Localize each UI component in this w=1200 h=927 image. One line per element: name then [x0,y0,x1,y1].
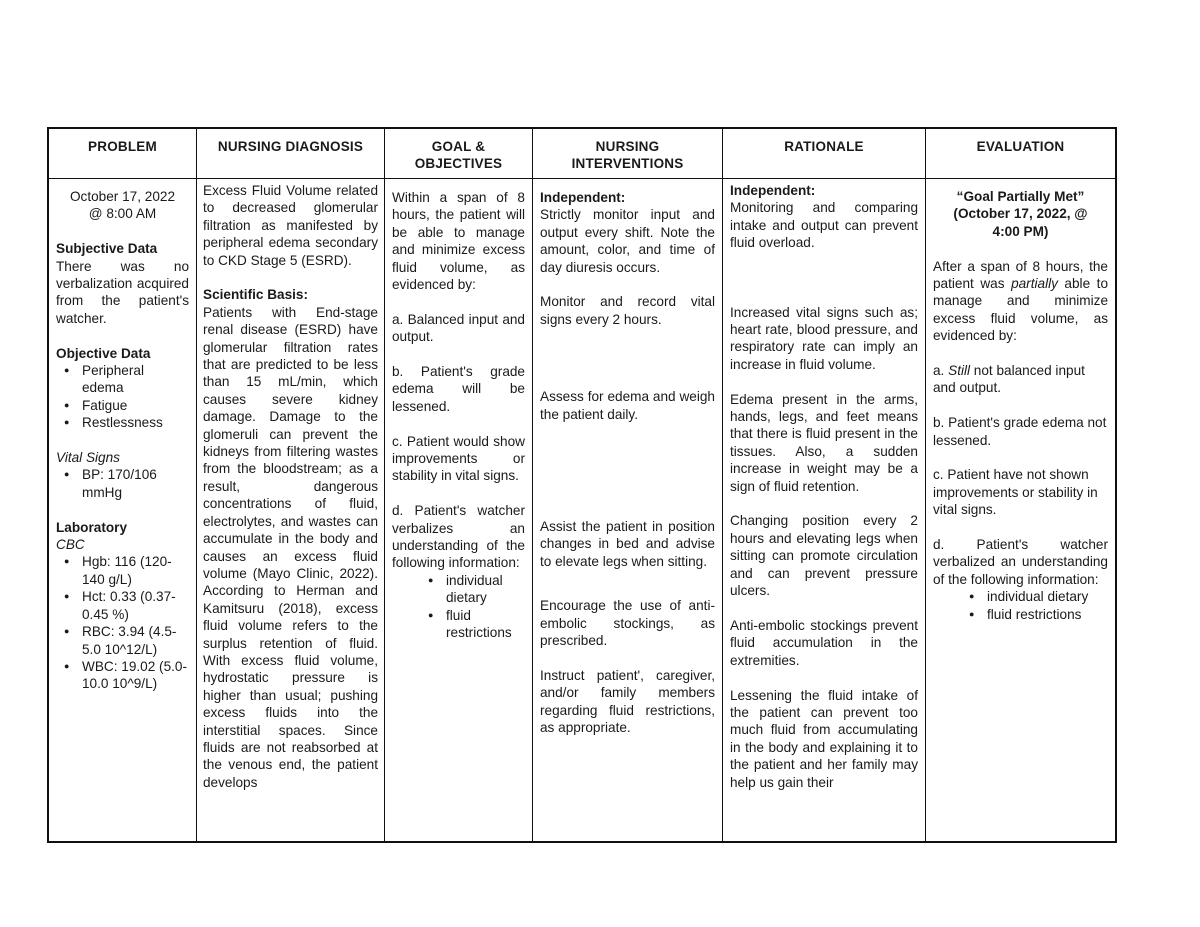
diagnosis-statement: Excess Fluid Volume related to decreased glomerular filtration as manifested by peripheral edema secondary to CKD Stage 5 (ESRD). [203,183,378,268]
diagnosis-cell [197,179,385,841]
intervention-6: Instruct patient', caregiver, and/or family members regarding fluid restrictions, as appropriate. [540,667,715,736]
evaluation-c: c. Patient have not shown improvements or stability in vital signs. [933,467,1098,518]
scientific-basis-title: Scientific Basis: [203,287,309,303]
list-item: ● Restlessness [82,414,189,431]
evaluation-d-list [933,588,1108,623]
problem-time: @ 8:00 AM [88,206,157,222]
header-goal-objectives: GOAL & OBJECTIVES [385,129,533,179]
list-item: ● BP: 170/106 mmHg [82,466,189,501]
evaluation-cell [926,179,1115,841]
list-item: ● individual dietary [987,588,1108,605]
intervention-2: Monitor and record vital signs every 2 hours. [540,294,715,327]
header-nursing-interventions: NURSING INTERVENTIONS [533,129,723,179]
lab-results-list [56,553,189,692]
list-item: ● fluid restrictions [987,606,1108,623]
cbc-title: CBC [56,537,85,553]
goal-intro: Within a span of 8 hours, the patient will be able to manage and minimize excess fluid volume, as evidenced by: [392,190,525,293]
nursing-care-plan-table [47,127,1117,843]
objective-d-list [392,572,525,642]
list-item: ● Hgb: 116 (120-140 g/L) [82,553,189,588]
objective-d: d. Patient's watcher verbalizes an understanding of the following information: [392,503,525,571]
rationale-6: Lessening the fluid intake of the patient can prevent too much fluid from accumulating in the body and explaining it to the patient and her family may help us gain their [730,687,918,790]
objective-b: b. Patient's grade edema will be lessened. [392,364,525,414]
evaluation-d: d. Patient's watcher verbalized an understanding of the following information: [933,537,1108,587]
header-problem: PROBLEM [49,129,197,179]
vital-signs-title: Vital Signs [56,450,120,466]
evaluation-a-rest: not balanced input and output. [933,363,1085,396]
subjective-data-text: There was no verbalization acquired from the patient's watcher. [56,258,189,326]
intervention-3: Assess for edema and weigh the patient daily. [540,389,715,422]
objective-c: c. Patient would show improvements or stability in vital signs. [392,433,525,484]
objective-data-list [56,362,189,432]
evaluation-b: b. Patient's grade edema not lessened. [933,415,1107,448]
evaluation-a [933,362,1108,397]
problem-cell [49,179,197,841]
subjective-data-title: Subjective Data [56,241,158,257]
header-nursing-diagnosis: NURSING DIAGNOSIS [197,129,385,179]
objective-data-title: Objective Data [56,345,151,361]
list-item: ● WBC: 19.02 (5.0-10.0 10^9/L) [82,658,189,693]
laboratory-title: Laboratory [56,519,128,535]
evaluation-status: “Goal Partially Met” [956,189,1085,204]
header-rationale: RATIONALE [723,129,926,179]
interventions-cell [533,179,723,841]
rationale-3: Edema present in the arms, hands, legs, and feet means that there is fluid present in the tissues. Also, a sudden increase in weight may be a sign of fluid retention. [730,391,918,494]
interventions-independent-label: Independent: [540,190,626,205]
rationale-4: Changing position every 2 hours and elevating legs when sitting can promote circulation and can prevent pressure ulcers. [730,513,918,599]
intervention-5: Encourage the use of anti-embolic stockings, as prescribed. [540,598,715,649]
list-item: ● individual dietary [446,572,525,607]
evaluation-intro [933,258,1108,345]
vital-signs-list [56,466,189,501]
scientific-basis-text: Patients with End-stage renal disease (ESRD) have glomerular filtration rates that are predicted to be less than 15 mL/min, which causes severe kidney damage. Damage to the glomeruli can prevent the kidneys from filtering wastes from the bloodstream; as a result, dangerous concentrations of fluid, electrolytes, and wastes can accumulate in the body and causes an excess fluid volume (Mayo Clinic, 2022). According to Herman and Kamitsuru (2018), excess fluid volume refers to the surplus retention of fluid. With excess fluid volume, hydrostatic pressure is higher than usual; pushing excess fluids into the interstitial spaces. Since fluids are not reabsorbed at the venous end, the patient develops [203,304,378,790]
rationale-1: Monitoring and comparing intake and output can prevent fluid overload. [730,200,918,251]
evaluation-a-prefix: a. [933,363,949,379]
list-item: ● fluid restrictions [446,607,525,642]
header-evaluation: EVALUATION [926,129,1115,179]
evaluation-a-emphasis: Still [948,363,971,379]
list-item: ● Peripheral edema [82,362,189,397]
intervention-1: Strictly monitor input and output every shift. Note the amount, color, and time of day diuresis occurs. [540,207,715,275]
objective-a: a. Balanced input and output. [392,311,525,345]
rationale-2: Increased vital signs such as; heart rate, blood pressure, and respiratory rate can imply an increase in fluid volume. [730,304,918,372]
rationale-cell [723,179,926,841]
intervention-4: Assist the patient in position changes in bed and advise to elevate legs when sitting. [540,519,715,569]
goal-cell [385,179,533,841]
evaluation-intro-before: After a span of 8 hours, the patient was [933,258,1108,292]
evaluation-date: (October 17, 2022, @ 4:00 PM) [953,206,1088,239]
list-item: ● Hct: 0.33 (0.37-0.45 %) [82,588,189,623]
list-item: ● RBC: 3.94 (4.5-5.0 10^12/L) [82,623,189,658]
evaluation-intro-emphasis: partially [1011,276,1058,292]
problem-date: October 17, 2022 [69,189,176,204]
rationale-independent-label: Independent: [730,183,816,198]
rationale-5: Anti-embolic stockings prevent fluid accumulation in the extremities. [730,617,918,668]
list-item: ● Fatigue [82,397,189,414]
evaluation-intro-after: able to manage and minimize excess fluid volume, as evidenced by: [933,276,1109,344]
